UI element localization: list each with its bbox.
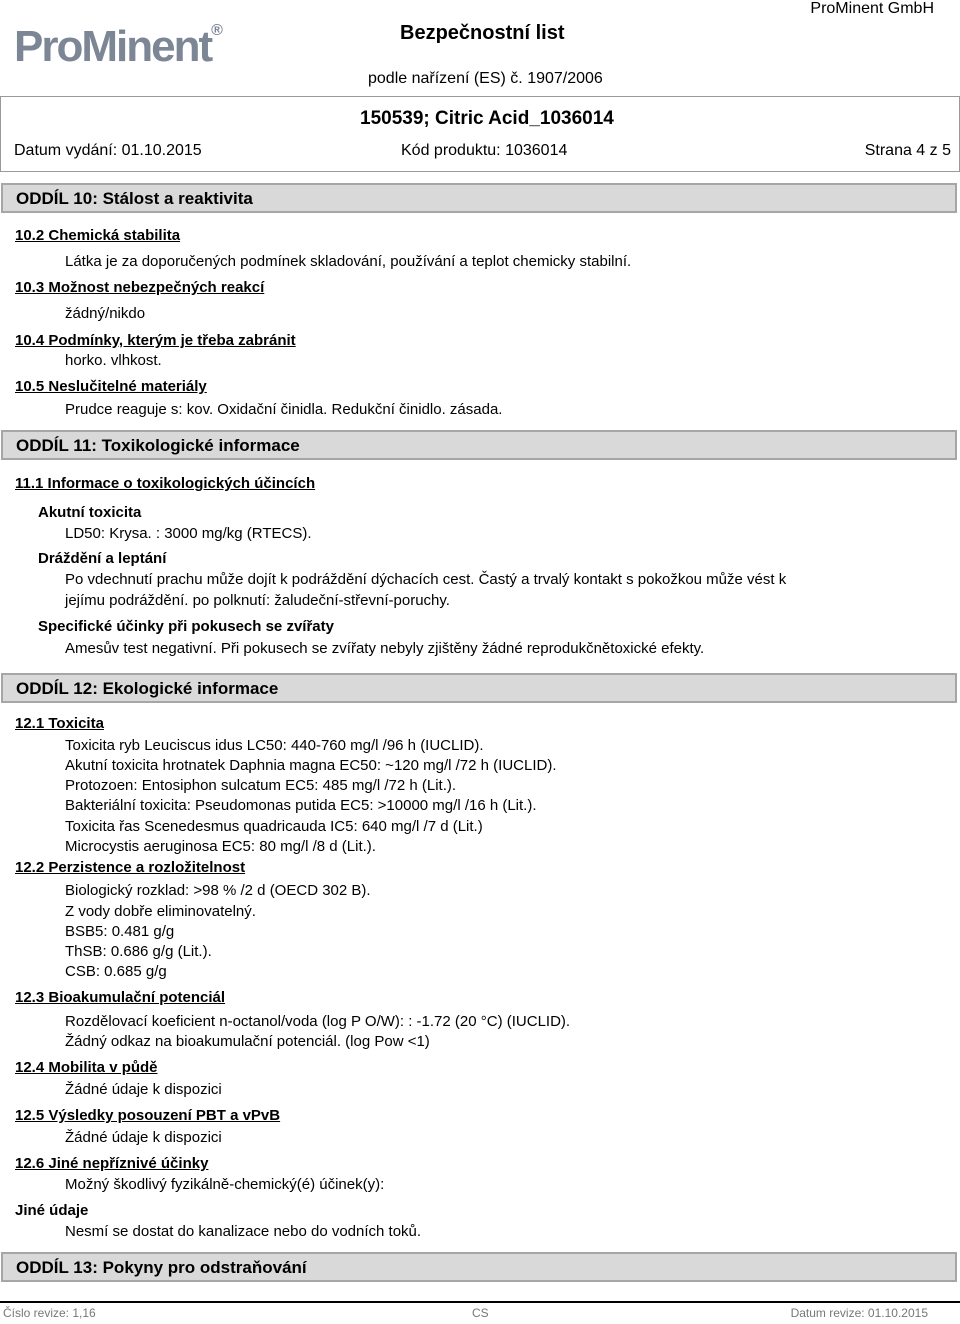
language-code: CS [472,1306,489,1320]
toxicity-line: Toxicita ryb Leuciscus idus LC50: 440-760 mg/l /96 h (IUCLID). [65,737,484,754]
toxicity-line: Protozoen: Entosiphon sulcatum EC5: 485 mg/l /72 h (Lit.). [65,777,457,794]
incompatible-materials-text: Prudce reaguje s: kov. Oxidační činidla. Redukční činidlo. zásada. [65,401,503,418]
animal-effects-text: Amesův test negativní. Při pokusech se zvířaty nebyly zjištěny žádné reprodukčnětoxické efekty. [65,640,705,657]
footer-divider [0,1301,960,1303]
subsection-12-2: 12.2 Perzistence a rozložitelnost [15,859,246,876]
revision-date: Datum revize: 01.10.2015 [790,1306,928,1320]
toxicity-line: Toxicita řas Scenedesmus quadricauda IC5: 640 mg/l /7 d (Lit.) [65,818,483,835]
other-info-heading: Jiné údaje [15,1202,89,1219]
logo-registered-mark: ® [211,22,223,39]
subsection-12-4: 12.4 Mobilita v půdě [15,1059,158,1076]
irritation-text-line2: jejímu podráždění. po polknutí: žaludeční-střevní-poruchy. [65,592,450,609]
logo-text: ProMinent [14,22,212,71]
section-10-title: ODDÍL 10: Stálost a reaktivita [16,189,253,208]
section-11-header [1,430,957,460]
bioaccumulation-line: Žádný odkaz na bioakumulační potenciál. (log Pow <1) [65,1033,430,1050]
subsection-10-4: 10.4 Podmínky, kterým je třeba zabránit [15,332,296,349]
page-number: Strana 4 z 5 [864,142,951,159]
pbt-text: Žádné údaje k dispozici [65,1129,222,1146]
persistence-line: Biologický rozklad: >98 % /2 d (OECD 302 B). [65,882,371,899]
section-13-header [1,1252,957,1282]
subsection-12-3: 12.3 Bioakumulační potenciál [15,989,226,1006]
section-12-header [1,673,957,703]
persistence-line: CSB: 0.685 g/g [65,963,167,980]
acute-toxicity-heading: Akutní toxicita [38,504,142,521]
toxicity-line: Bakteriální toxicita: Pseudomonas putida EC5: >10000 mg/l /16 h (Lit.). [65,797,537,814]
product-code: Kód produktu: 1036014 [401,142,568,159]
subsection-10-5: 10.5 Neslučitelné materiály [15,378,207,395]
section-13-title: ODDÍL 13: Pokyny pro odstraňování [16,1258,307,1277]
document-title: Bezpečnostní list [400,22,565,44]
irritation-heading: Dráždění a leptání [38,550,167,567]
section-10-header [1,183,957,213]
conditions-to-avoid-text: horko. vlhkost. [65,352,162,369]
animal-effects-heading: Specifické účinky při pokusech se zvířaty [38,618,334,635]
subsection-10-3: 10.3 Možnost nebezpečných reakcí [15,279,265,296]
subsection-12-5: 12.5 Výsledky posouzení PBT a vPvB [15,1107,281,1124]
chemical-stability-text: Látka je za doporučených podmínek skladování, používání a teplot chemicky stabilní. [65,253,632,270]
mobility-text: Žádné údaje k dispozici [65,1081,222,1098]
irritation-text-line1: Po vdechnutí prachu může dojít k podráždění dýchacích cest. Častý a trvalý kontakt s pokožkou může vést k [65,571,787,588]
issue-date: Datum vydání: 01.10.2015 [14,142,202,159]
section-11-title: ODDÍL 11: Toxikologické informace [16,436,300,455]
company-name: ProMinent GmbH [810,0,934,17]
toxicity-line: Microcystis aeruginosa EC5: 80 mg/l /8 d (Lit.). [65,838,376,855]
bioaccumulation-line: Rozdělovací koeficient n-octanol/voda (log P O/W): : -1.72 (20 °C) (IUCLID). [65,1013,571,1030]
persistence-line: Z vody dobře eliminovatelný. [65,903,256,920]
regulation-line: podle nařízení (ES) č. 1907/2006 [368,70,603,87]
subsection-12-1: 12.1 Toxicita [15,715,104,732]
persistence-line: BSB5: 0.481 g/g [65,923,175,940]
revision-number: Číslo revize: 1,16 [3,1306,96,1320]
acute-toxicity-text: LD50: Krysa. : 3000 mg/kg (RTECS). [65,525,312,542]
section-12-title: ODDÍL 12: Ekologické informace [16,679,279,698]
prominent-logo [14,22,223,72]
subsection-10-2: 10.2 Chemická stabilita [15,227,181,244]
subsection-11-1: 11.1 Informace o toxikologických účincích [15,475,316,492]
product-name: 150539; Citric Acid_1036014 [360,108,614,129]
hazardous-reactions-text: žádný/nikdo [65,305,146,322]
toxicity-line: Akutní toxicita hrotnatek Daphnia magna EC50: ~120 mg/l /72 h (IUCLID). [65,757,557,774]
other-info-text: Nesmí se dostat do kanalizace nebo do vodních toků. [65,1223,422,1240]
other-adverse-effects-text: Možný škodlivý fyzikálně-chemický(é) účinek(y): [65,1176,385,1193]
persistence-line: ThSB: 0.686 g/g (Lit.). [65,943,212,960]
subsection-12-6: 12.6 Jiné nepříznivé účinky [15,1155,209,1172]
